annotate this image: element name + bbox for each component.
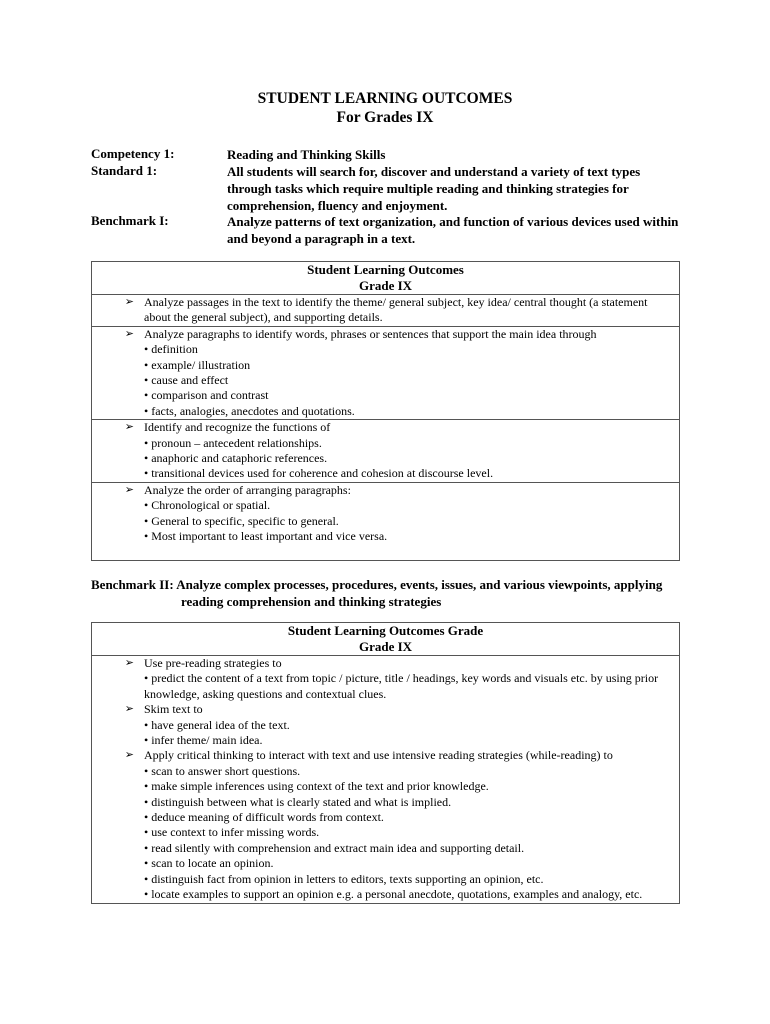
outcomes-table-2: [91, 622, 680, 904]
sub-bullet-text: • have general idea of the text.: [144, 717, 290, 732]
list-item-text: Use pre-reading strategies to: [144, 656, 282, 670]
arrow-bullet-icon: ➢: [124, 483, 134, 496]
sub-bullet-text: • scan to answer short questions.: [144, 763, 301, 778]
sub-bullet-text: • distinguish fact from opinion in letters to editors, texts supporting an opinion, etc.: [144, 871, 544, 886]
sub-bullet-text: • use context to infer missing words.: [144, 825, 320, 840]
table-row: [92, 656, 680, 904]
table1-header: [92, 262, 680, 295]
table-row: [92, 326, 680, 419]
list-item-body: [144, 420, 679, 482]
table2-header-grade: Grade IX: [358, 639, 413, 654]
benchmark1-value: Analyze patterns of text organization, and function of various devices used within and beyond a paragraph in a text.: [227, 214, 679, 246]
list-item-text: Skim text to: [144, 702, 203, 717]
list-item-body: [144, 702, 679, 748]
list-item: [92, 656, 679, 702]
arrow-bullet-icon: ➢: [124, 749, 134, 762]
competency-label: Competency 1:: [91, 146, 175, 161]
table-cell: [92, 295, 680, 327]
sub-bullet-text: • infer theme/ main idea.: [144, 733, 263, 748]
list-item-body: [144, 483, 679, 545]
sub-bullet-text: • anaphoric and cataphoric references.: [144, 451, 328, 466]
list-item-text: Analyze paragraphs to identify words, phrases or sentences that support the main idea through: [144, 326, 597, 341]
list-item-text: Analyze passages in the text to identify the theme/ general subject, key idea/ central thought (a statement about the general subject), and supporting details.: [144, 295, 648, 325]
arrow-bullet-icon: ➢: [124, 703, 134, 716]
sub-bullet-text: • cause and effect: [144, 373, 229, 388]
table-row: [92, 420, 680, 483]
sub-bullet-text: • Most important to least important and vice versa.: [144, 529, 388, 544]
standard-label: Standard 1:: [91, 163, 158, 178]
table1-header-title: Student Learning Outcomes: [307, 262, 464, 277]
table-cell: [92, 326, 680, 419]
arrow-bullet-icon: ➢: [124, 657, 134, 669]
sub-bullet-text: • General to specific, specific to general.: [144, 513, 339, 528]
sub-bullet-text: • comparison and contrast: [144, 388, 269, 403]
standard-value: All students will search for, discover and understand a variety of text types through tasks which require multiple reading and thinking strategies for comprehension, fluency and enjoyment.: [227, 164, 641, 213]
benchmark2-text: [91, 576, 691, 610]
sub-bullet-text: • facts, analogies, anecdotes and quotations.: [144, 403, 355, 418]
list-item-text: Analyze the order of arranging paragraphs:: [144, 482, 351, 497]
table1-header-grade: Grade IX: [358, 278, 413, 293]
competency-value: Reading and Thinking Skills: [227, 147, 386, 162]
outcomes-table-1: [91, 261, 680, 561]
sub-bullet-text: • transitional devices used for coherence and cohesion at discourse level.: [144, 466, 494, 481]
sub-bullet-text: • example/ illustration: [144, 357, 251, 372]
sub-bullet-text: • predict the content of a text from topic / picture, title / headings, key words and visuals etc. by using prior knowledge, asking questions and contextual clues.: [144, 671, 659, 701]
arrow-bullet-icon: ➢: [124, 421, 134, 434]
sub-bullet-text: • Chronological or spatial.: [144, 498, 271, 513]
table-row: [92, 482, 680, 560]
list-item-body: [144, 327, 679, 419]
list-item: [92, 420, 679, 482]
table-cell: [92, 420, 680, 483]
page-subtitle: For Grades IX: [336, 109, 434, 126]
table-row: [92, 295, 680, 327]
list-item-body: [144, 748, 679, 902]
list-item: [92, 327, 679, 419]
sub-bullet-text: • locate examples to support an opinion e.g. a personal anecdote, quotations, examples and analogy, etc.: [144, 887, 643, 902]
sub-bullet-text: • distinguish between what is clearly stated and what is implied.: [144, 794, 452, 809]
list-item-body: [144, 295, 679, 326]
table2-header: [92, 623, 680, 656]
arrow-bullet-icon: ➢: [124, 296, 134, 308]
sub-bullet-text: • deduce meaning of difficult words from context.: [144, 810, 384, 825]
table-cell: [92, 482, 680, 560]
page-title: STUDENT LEARNING OUTCOMES: [257, 90, 513, 107]
list-item-text: Apply critical thinking to interact with text and use intensive reading strategies (while-reading) to: [144, 748, 613, 763]
table-cell: [92, 656, 680, 904]
benchmark1-label: Benchmark I:: [91, 213, 169, 228]
sub-bullet-text: • pronoun – antecedent relationships.: [144, 435, 322, 450]
table2-header-title: Student Learning Outcomes Grade: [287, 623, 484, 638]
sub-bullet-text: • make simple inferences using context of the text and prior knowledge.: [144, 779, 489, 794]
list-item: [92, 702, 679, 748]
list-item-body: [144, 656, 679, 702]
list-item-text: Identify and recognize the functions of: [144, 420, 331, 435]
benchmark2-line: Benchmark II: Analyze complex processes, procedures, events, issues, and various viewpoints, applying reading comprehension and thinking strategies: [91, 577, 663, 609]
list-item: [92, 295, 679, 326]
list-item: [92, 483, 679, 545]
sub-bullet-text: • scan to locate an opinion.: [144, 856, 274, 871]
arrow-bullet-icon: ➢: [124, 327, 134, 340]
sub-bullet-text: • definition: [144, 342, 198, 357]
list-item: [92, 748, 679, 902]
sub-bullet-text: • read silently with comprehension and extract main idea and supporting detail.: [144, 840, 525, 855]
